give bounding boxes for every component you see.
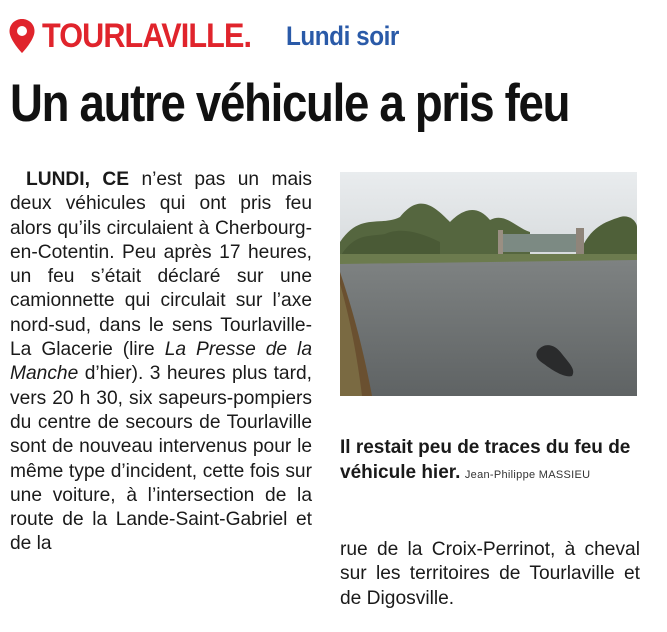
kicker-place: TOURLAVILLE. bbox=[42, 16, 252, 55]
article-body-left bbox=[10, 168, 312, 557]
article-text-2: d’hier). 3 heures plus tard, vers 20 h 30, six sapeurs-pompiers du centre de secours de Tourlaville sont de nouveau intervenus pour le même type d’incident, cette fois sur une voiture, à l’intersection de la route de la Lande-Saint-Gabriel et de la bbox=[10, 363, 312, 555]
article-paragraph bbox=[10, 168, 312, 557]
article-photo bbox=[340, 172, 637, 396]
article-body-right bbox=[340, 538, 640, 611]
location-pin-icon bbox=[8, 18, 36, 54]
article-text-1: n’est pas un mais deux véhicules qui ont pris feu alors qu’ils circulaient à Cherbourg-en-Cotentin. Peu après 17 heures, un feu s’était déclaré sur une camionnette qui circulait sur l’axe nord-sud, dans le sens Tourlaville-La Glacerie (lire bbox=[10, 169, 312, 361]
headline: Un autre véhicule a pris feu bbox=[10, 74, 570, 133]
kicker-time: Lundi soir bbox=[286, 20, 399, 51]
article-text-italic: La Presse de la Manche bbox=[10, 339, 312, 385]
caption-text: Il restait peu de traces du feu de véhicule hier. bbox=[340, 437, 631, 483]
kicker bbox=[8, 16, 412, 56]
photo-illustration bbox=[340, 172, 637, 396]
photo-caption bbox=[340, 436, 640, 487]
photo-credit: Jean-Philippe MASSIEU bbox=[464, 469, 591, 481]
article-lead: LUNDI, CE bbox=[26, 169, 130, 190]
article-paragraph-continued: rue de la Croix-Perrinot, à cheval sur les territoires de Tourlaville et de Digosville. bbox=[340, 539, 640, 609]
